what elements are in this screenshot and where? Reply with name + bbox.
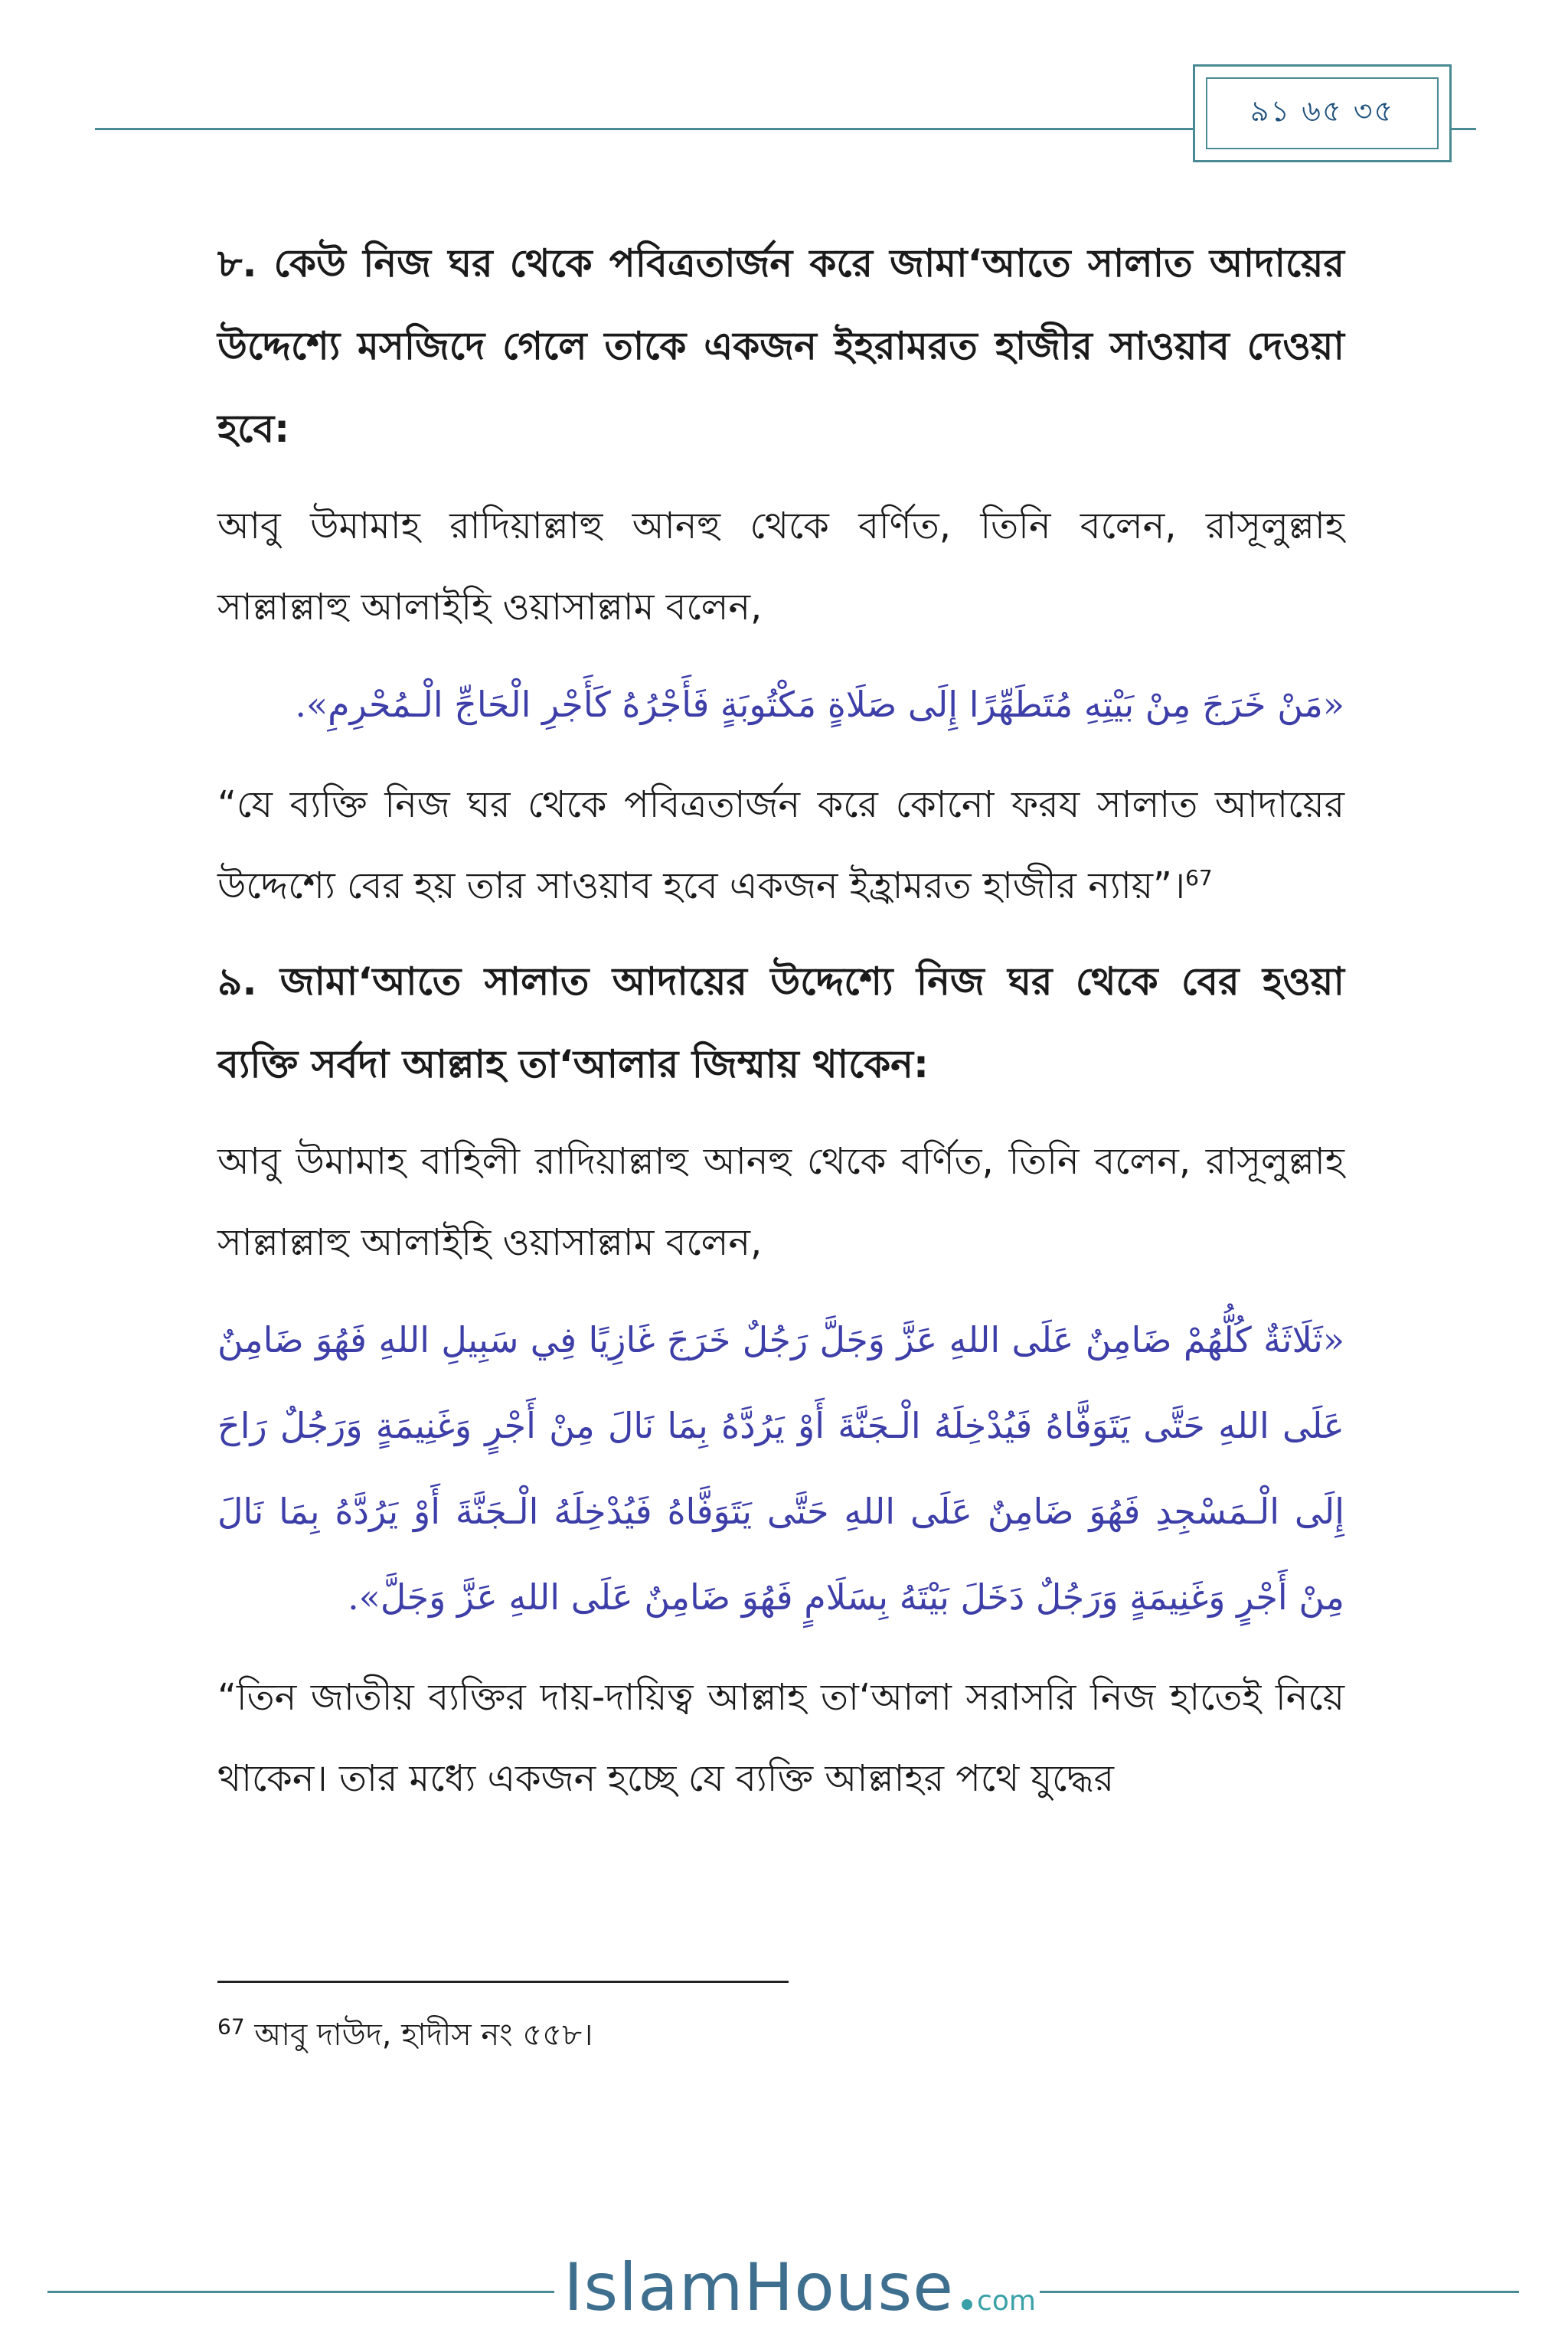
footnote-separator xyxy=(217,1981,789,1983)
footnote-number: 67 xyxy=(217,2014,245,2040)
footnote-67 xyxy=(217,2012,593,2058)
page-number: ৯১ ৬৫ ৩৫ xyxy=(1206,77,1439,149)
section-9-translation: “তিন জাতীয় ব্যক্তির দায়-দায়িত্ব আল্লাহ তা‘আলা সরাসরি নিজ হাতেই নিয়ে থাকেন। তার মধ্যে একজন হচ্ছে যে ব্যক্তি আল্লাহর পথে যুদ্ধের xyxy=(217,1676,1344,1800)
footnote-text: আবু দাউদ, হাদীস নং ৫৫৮। xyxy=(244,2017,593,2053)
section-9-arabic-hadith: «ثَلَاثَةٌ كُلُّهُمْ ضَامِنٌ عَلَى اللهِ عَزَّ وَجَلَّ رَجُلٌ خَرَجَ غَازِيًا فِي سَبِيلِ اللهِ فَهُوَ ضَامِنٌ عَلَى اللهِ حَتَّى يَتَوَفَّاهُ فَيُدْخِلَهُ الْـجَنَّةَ أَوْ يَرُدَّهُ بِمَا نَالَ مِنْ أَجْرٍ وَغَنِيمَةٍ وَرَجُلٌ رَاحَ إِلَى الْـمَسْجِدِ فَهُوَ ضَامِنٌ عَلَى اللهِ حَتَّى يَتَوَفَّاهُ فَيُدْخِلَهُ الْـجَنَّةَ أَوْ يَرُدَّهُ بِمَا نَالَ مِنْ أَجْرٍ وَغَنِيمَةٍ وَرَجُلٌ دَخَلَ بَيْتَهُ بِسَلَامٍ فَهُوَ ضَامِنٌ عَلَى اللهِ عَزَّ وَجَلَّ». xyxy=(217,1319,1344,1618)
islamhouse-logo[interactable] xyxy=(564,2249,1036,2326)
section-8-heading: ৮. কেউ নিজ ঘর থেকে পবিত্রতার্জন করে জামা‘আতে সালাত আদায়ের উদ্দেশ্যে মসজিদে গেলে তাকে একজন ইহরামরত হাজীর সাওয়াব দেওয়া হবে: xyxy=(217,241,1344,451)
page-number-frame xyxy=(1193,64,1452,162)
section-9-intro: আবু উমামাহ বাহিলী রাদিয়াল্লাহু আনহু থেকে বর্ণিত, তিনি বলেন, রাসূলুল্লাহ সাল্লাল্লাহু আলাইহি ওয়াসাল্লাম বলেন, xyxy=(217,1140,1344,1264)
section-8-arabic-hadith: «مَنْ خَرَجَ مِنْ بَيْتِهِ مُتَطَهِّرًا إِلَى صَلَاةٍ مَكْتُوبَةٍ فَأَجْرُهُ كَأَجْرِ الْحَاجِّ الْـمُحْرِمِ». xyxy=(295,684,1344,725)
footnote-ref-67[interactable]: 67 xyxy=(1185,865,1213,890)
page-body xyxy=(217,222,1344,1833)
footer-rule-right xyxy=(1040,2291,1519,2293)
section-9-heading: ৯. জামা‘আতে সালাত আদায়ের উদ্দেশ্যে নিজ ঘর থেকে বের হওয়া ব্যক্তি সর্বদা আল্লাহ তা‘আলার জিম্মায় থাকেন: xyxy=(217,959,1344,1086)
brand-name: IslamHouse xyxy=(564,2249,955,2326)
section-8-translation xyxy=(217,764,1344,926)
brand-domain: com xyxy=(977,2285,1036,2317)
brand-dot-icon xyxy=(962,2299,972,2310)
header-rule-left xyxy=(95,128,1200,130)
footer-rule-left xyxy=(47,2291,554,2293)
section-8-translation-text: “যে ব্যক্তি নিজ ঘর থেকে পবিত্রতার্জন করে কোনো ফরয সালাত আদায়ের উদ্দেশ্যে বের হয় তার সাওয়াব হবে একজন ইহ্রামরত হাজীর ন্যায়”। xyxy=(217,783,1344,907)
section-8-intro: আবু উমামাহ রাদিয়াল্লাহু আনহু থেকে বর্ণিত, তিনি বলেন, রাসূলুল্লাহ সাল্লাল্লাহু আলাইহি ওয়াসাল্লাম বলেন, xyxy=(217,505,1344,629)
